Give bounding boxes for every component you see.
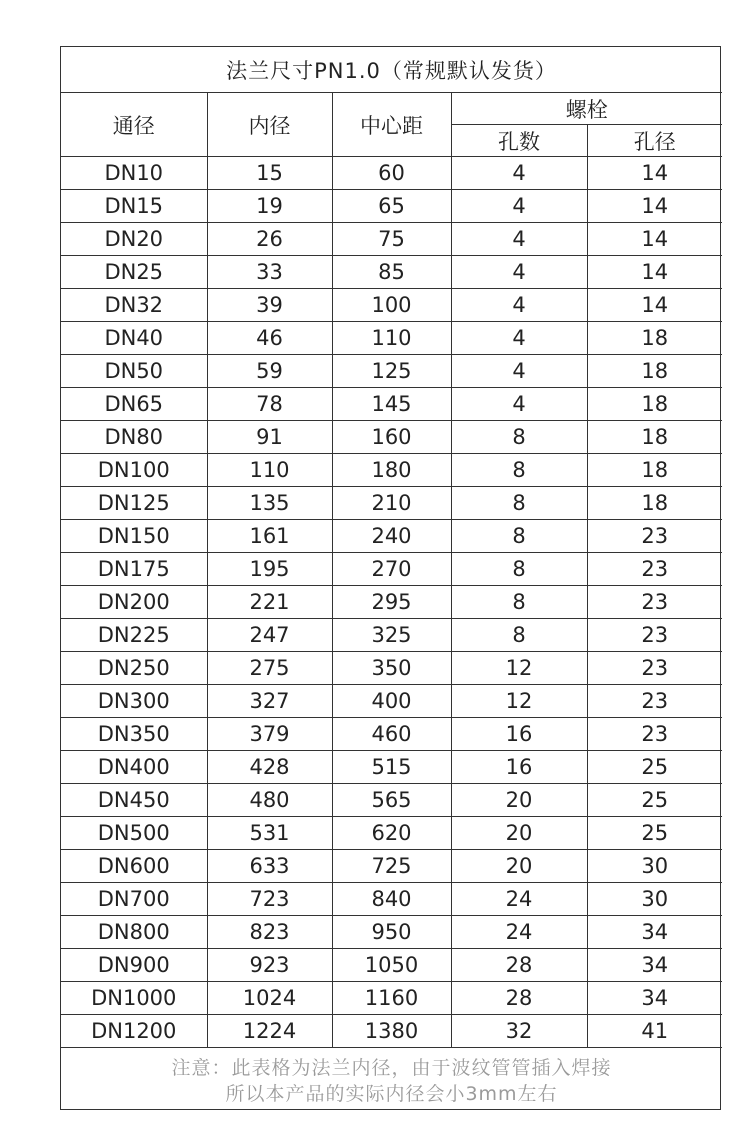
table-row xyxy=(61,784,722,817)
cell-inner-diameter: 39 xyxy=(207,289,332,322)
cell-hole-diameter: 18 xyxy=(587,355,722,388)
cell-hole-count: 8 xyxy=(451,421,587,454)
table-row xyxy=(61,421,722,454)
cell-hole-diameter: 34 xyxy=(587,916,722,949)
cell-center-distance: 125 xyxy=(332,355,451,388)
cell-center-distance: 840 xyxy=(332,883,451,916)
cell-center-distance: 295 xyxy=(332,586,451,619)
cell-nominal-diameter: DN400 xyxy=(61,751,207,784)
cell-hole-count: 4 xyxy=(451,256,587,289)
table-body xyxy=(61,157,722,1048)
cell-inner-diameter: 428 xyxy=(207,751,332,784)
cell-center-distance: 110 xyxy=(332,322,451,355)
cell-nominal-diameter: DN250 xyxy=(61,652,207,685)
cell-center-distance: 1160 xyxy=(332,982,451,1015)
cell-nominal-diameter: DN350 xyxy=(61,718,207,751)
cell-hole-diameter: 23 xyxy=(587,619,722,652)
cell-center-distance: 210 xyxy=(332,487,451,520)
cell-hole-diameter: 25 xyxy=(587,817,722,850)
cell-center-distance: 240 xyxy=(332,520,451,553)
table-row xyxy=(61,289,722,322)
cell-inner-diameter: 19 xyxy=(207,190,332,223)
cell-center-distance: 65 xyxy=(332,190,451,223)
table-row xyxy=(61,190,722,223)
cell-inner-diameter: 46 xyxy=(207,322,332,355)
cell-inner-diameter: 247 xyxy=(207,619,332,652)
cell-center-distance: 565 xyxy=(332,784,451,817)
cell-hole-diameter: 23 xyxy=(587,685,722,718)
cell-nominal-diameter: DN1000 xyxy=(61,982,207,1015)
cell-nominal-diameter: DN125 xyxy=(61,487,207,520)
cell-inner-diameter: 15 xyxy=(207,157,332,190)
table-row xyxy=(61,157,722,190)
cell-hole-diameter: 23 xyxy=(587,652,722,685)
cell-hole-count: 20 xyxy=(451,784,587,817)
header-hole-count: 孔数 xyxy=(451,125,587,157)
cell-center-distance: 1050 xyxy=(332,949,451,982)
table-row xyxy=(61,685,722,718)
cell-hole-count: 20 xyxy=(451,817,587,850)
cell-hole-count: 20 xyxy=(451,850,587,883)
cell-nominal-diameter: DN900 xyxy=(61,949,207,982)
cell-hole-diameter: 23 xyxy=(587,718,722,751)
cell-hole-diameter: 14 xyxy=(587,289,722,322)
cell-inner-diameter: 379 xyxy=(207,718,332,751)
cell-nominal-diameter: DN500 xyxy=(61,817,207,850)
cell-nominal-diameter: DN65 xyxy=(61,388,207,421)
cell-hole-diameter: 23 xyxy=(587,586,722,619)
cell-inner-diameter: 923 xyxy=(207,949,332,982)
table-row xyxy=(61,553,722,586)
cell-hole-diameter: 18 xyxy=(587,487,722,520)
cell-hole-diameter: 18 xyxy=(587,322,722,355)
table-row xyxy=(61,223,722,256)
cell-nominal-diameter: DN150 xyxy=(61,520,207,553)
table-row xyxy=(61,355,722,388)
note-line-2: 所以本产品的实际内径会小3mm左右 xyxy=(225,1083,558,1105)
cell-hole-count: 8 xyxy=(451,619,587,652)
cell-hole-count: 8 xyxy=(451,487,587,520)
cell-inner-diameter: 1224 xyxy=(207,1015,332,1048)
cell-inner-diameter: 26 xyxy=(207,223,332,256)
cell-hole-diameter: 41 xyxy=(587,1015,722,1048)
table-row xyxy=(61,982,722,1015)
cell-nominal-diameter: DN225 xyxy=(61,619,207,652)
cell-inner-diameter: 221 xyxy=(207,586,332,619)
cell-hole-count: 28 xyxy=(451,949,587,982)
cell-center-distance: 180 xyxy=(332,454,451,487)
table-row xyxy=(61,322,722,355)
cell-inner-diameter: 91 xyxy=(207,421,332,454)
table-row xyxy=(61,751,722,784)
cell-center-distance: 270 xyxy=(332,553,451,586)
cell-hole-count: 4 xyxy=(451,388,587,421)
cell-hole-count: 12 xyxy=(451,685,587,718)
cell-nominal-diameter: DN50 xyxy=(61,355,207,388)
table-title: 法兰尺寸PN1.0（常规默认发货） xyxy=(61,47,722,93)
cell-nominal-diameter: DN80 xyxy=(61,421,207,454)
header-center-distance: 中心距 xyxy=(332,93,451,157)
cell-inner-diameter: 110 xyxy=(207,454,332,487)
cell-center-distance: 60 xyxy=(332,157,451,190)
table-row xyxy=(61,718,722,751)
cell-nominal-diameter: DN32 xyxy=(61,289,207,322)
cell-inner-diameter: 633 xyxy=(207,850,332,883)
header-bolt: 螺栓 xyxy=(451,93,722,125)
table-note xyxy=(61,1048,722,1115)
cell-inner-diameter: 1024 xyxy=(207,982,332,1015)
cell-inner-diameter: 59 xyxy=(207,355,332,388)
cell-hole-count: 4 xyxy=(451,157,587,190)
cell-nominal-diameter: DN450 xyxy=(61,784,207,817)
cell-center-distance: 725 xyxy=(332,850,451,883)
table-row xyxy=(61,454,722,487)
table-row xyxy=(61,916,722,949)
cell-hole-count: 12 xyxy=(451,652,587,685)
cell-inner-diameter: 135 xyxy=(207,487,332,520)
cell-hole-diameter: 25 xyxy=(587,751,722,784)
cell-inner-diameter: 723 xyxy=(207,883,332,916)
header-inner-diameter: 内径 xyxy=(207,93,332,157)
cell-hole-count: 28 xyxy=(451,982,587,1015)
cell-inner-diameter: 823 xyxy=(207,916,332,949)
cell-hole-count: 16 xyxy=(451,718,587,751)
note-line-1: 注意：此表格为法兰内径，由于波纹管管插入焊接 xyxy=(171,1057,612,1079)
cell-hole-count: 4 xyxy=(451,190,587,223)
cell-hole-count: 8 xyxy=(451,520,587,553)
flange-size-table-sheet xyxy=(60,46,721,1110)
cell-center-distance: 350 xyxy=(332,652,451,685)
cell-hole-diameter: 14 xyxy=(587,190,722,223)
cell-nominal-diameter: DN300 xyxy=(61,685,207,718)
cell-center-distance: 400 xyxy=(332,685,451,718)
cell-center-distance: 1380 xyxy=(332,1015,451,1048)
cell-inner-diameter: 531 xyxy=(207,817,332,850)
cell-nominal-diameter: DN600 xyxy=(61,850,207,883)
cell-center-distance: 460 xyxy=(332,718,451,751)
flange-size-table xyxy=(61,47,722,1114)
table-row xyxy=(61,388,722,421)
cell-hole-diameter: 14 xyxy=(587,223,722,256)
cell-center-distance: 100 xyxy=(332,289,451,322)
cell-center-distance: 950 xyxy=(332,916,451,949)
cell-nominal-diameter: DN800 xyxy=(61,916,207,949)
cell-nominal-diameter: DN20 xyxy=(61,223,207,256)
cell-hole-diameter: 25 xyxy=(587,784,722,817)
table-row xyxy=(61,850,722,883)
cell-nominal-diameter: DN100 xyxy=(61,454,207,487)
table-row xyxy=(61,256,722,289)
cell-hole-diameter: 30 xyxy=(587,850,722,883)
cell-hole-diameter: 34 xyxy=(587,949,722,982)
table-row xyxy=(61,487,722,520)
cell-hole-diameter: 23 xyxy=(587,520,722,553)
cell-hole-count: 4 xyxy=(451,289,587,322)
cell-hole-diameter: 14 xyxy=(587,256,722,289)
cell-inner-diameter: 275 xyxy=(207,652,332,685)
table-row xyxy=(61,817,722,850)
cell-center-distance: 325 xyxy=(332,619,451,652)
cell-hole-diameter: 18 xyxy=(587,421,722,454)
cell-hole-diameter: 30 xyxy=(587,883,722,916)
table-row xyxy=(61,619,722,652)
cell-inner-diameter: 327 xyxy=(207,685,332,718)
table-row xyxy=(61,949,722,982)
cell-nominal-diameter: DN40 xyxy=(61,322,207,355)
cell-hole-count: 32 xyxy=(451,1015,587,1048)
table-row xyxy=(61,883,722,916)
cell-center-distance: 160 xyxy=(332,421,451,454)
cell-nominal-diameter: DN175 xyxy=(61,553,207,586)
cell-nominal-diameter: DN700 xyxy=(61,883,207,916)
cell-hole-count: 8 xyxy=(451,586,587,619)
cell-inner-diameter: 33 xyxy=(207,256,332,289)
cell-hole-diameter: 14 xyxy=(587,157,722,190)
cell-hole-count: 8 xyxy=(451,454,587,487)
cell-center-distance: 620 xyxy=(332,817,451,850)
cell-hole-count: 4 xyxy=(451,322,587,355)
header-hole-diameter: 孔径 xyxy=(587,125,722,157)
cell-inner-diameter: 78 xyxy=(207,388,332,421)
cell-nominal-diameter: DN25 xyxy=(61,256,207,289)
cell-inner-diameter: 480 xyxy=(207,784,332,817)
cell-hole-count: 4 xyxy=(451,355,587,388)
table-row xyxy=(61,586,722,619)
cell-hole-diameter: 34 xyxy=(587,982,722,1015)
header-nominal-diameter: 通径 xyxy=(61,93,207,157)
table-row xyxy=(61,1015,722,1048)
cell-hole-count: 8 xyxy=(451,553,587,586)
cell-center-distance: 145 xyxy=(332,388,451,421)
cell-hole-count: 24 xyxy=(451,916,587,949)
cell-hole-count: 24 xyxy=(451,883,587,916)
cell-inner-diameter: 161 xyxy=(207,520,332,553)
cell-hole-diameter: 18 xyxy=(587,388,722,421)
cell-center-distance: 75 xyxy=(332,223,451,256)
cell-hole-diameter: 18 xyxy=(587,454,722,487)
cell-inner-diameter: 195 xyxy=(207,553,332,586)
cell-hole-count: 4 xyxy=(451,223,587,256)
cell-center-distance: 515 xyxy=(332,751,451,784)
cell-nominal-diameter: DN1200 xyxy=(61,1015,207,1048)
cell-hole-diameter: 23 xyxy=(587,553,722,586)
cell-center-distance: 85 xyxy=(332,256,451,289)
cell-nominal-diameter: DN200 xyxy=(61,586,207,619)
cell-nominal-diameter: DN10 xyxy=(61,157,207,190)
table-row xyxy=(61,652,722,685)
cell-nominal-diameter: DN15 xyxy=(61,190,207,223)
table-row xyxy=(61,520,722,553)
cell-hole-count: 16 xyxy=(451,751,587,784)
